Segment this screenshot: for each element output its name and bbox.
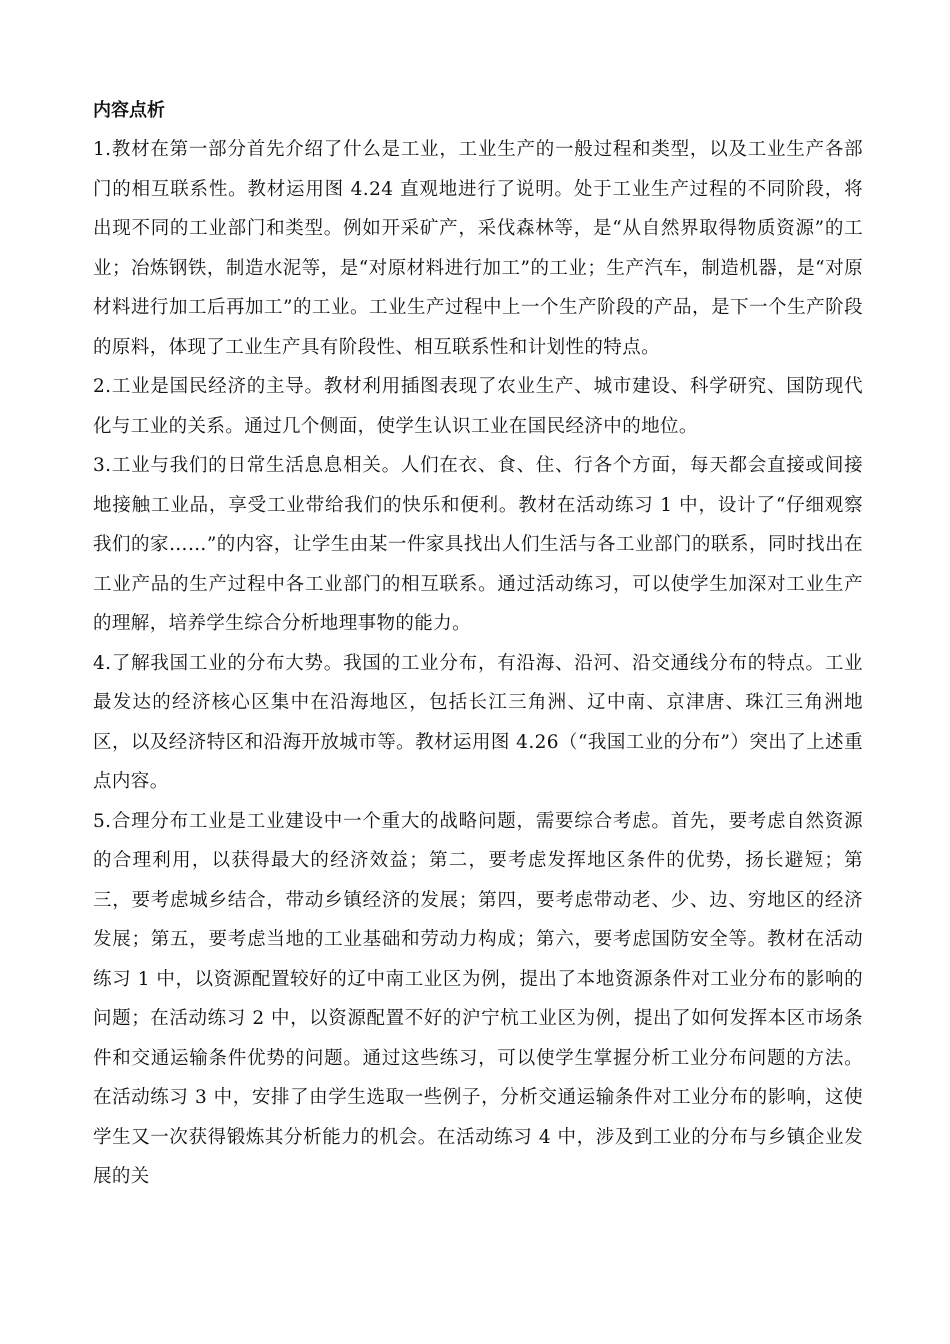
paragraph-1: 1.教材在第一部分首先介绍了什么是工业，工业生产的一般过程和类型，以及工业生产各部门的相互联系性。教材运用图 4.24 直观地进行了说明。处于工业生产过程的不同阶段，将出现不同的工业部门和类型。例如开采矿产，采伐森林等，是“从自然界取得物质资源”的工业；冶炼钢铁，制造水泥等，是“对原材料进行加工”的工业；生产汽车，制造机器，是“对原材料进行加工后再加工”的工业。工业生产过程中上一个生产阶段的产品，是下一个生产阶段的原料，体现了工业生产具有阶段性、相互联系性和计划性的特点。 — [93, 139, 863, 358]
document-page — [93, 92, 863, 1197]
paragraph-3: 3.工业与我们的日常生活息息相关。人们在衣、食、住、行各个方面，每天都会直接或间接地接触工业品，享受工业带给我们的快乐和便利。教材在活动练习 1 中，设计了“仔细观察我们的家……”的内容，让学生由某一件家具找出人们生活与各工业部门的联系，同时找出在工业产品的生产过程中各工业部门的相互联系。通过活动练习，可以使学生加深对工业生产的理解，培养学生综合分析地理事物的能力。 — [93, 455, 863, 634]
paragraph-2: 2.工业是国民经济的主导。教材利用插图表现了农业生产、城市建设、科学研究、国防现代化与工业的关系。通过几个侧面，使学生认识工业在国民经济中的地位。 — [93, 376, 863, 437]
paragraph-4: 4.了解我国工业的分布大势。我国的工业分布，有沿海、沿河、沿交通线分布的特点。工业最发达的经济核心区集中在沿海地区，包括长江三角洲、辽中南、京津唐、珠江三角洲地区，以及经济特区和沿海开放城市等。教材运用图 4.26（“我国工业的分布”）突出了上述重点内容。 — [93, 652, 863, 792]
paragraph-5: 5.合理分布工业是工业建设中一个重大的战略问题，需要综合考虑。首先，要考虑自然资源的合理利用，以获得最大的经济效益；第二，要考虑发挥地区条件的优势，扬长避短；第三，要考虑城乡结合，带动乡镇经济的发展；第四，要考虑带动老、少、边、穷地区的经济发展；第五，要考虑当地的工业基础和劳动力构成；第六，要考虑国防安全等。教材在活动练习 1 中，以资源配置较好的辽中南工业区为例，提出了本地资源条件对工业分布的影响的问题；在活动练习 2 中，以资源配置不好的沪宁杭工业区为例，提出了如何发挥本区市场条件和交通运输条件优势的问题。通过这些练习，可以使学生掌握分析工业分布问题的方法。在活动练习 3 中，安排了由学生选取一些例子，分析交通运输条件对工业分布的影响，这使学生又一次获得锻炼其分析能力的机会。在活动练习 4 中，涉及到工业的分布与乡镇企业发展的关 — [93, 810, 863, 1187]
section-heading: 内容点析 — [93, 100, 165, 121]
